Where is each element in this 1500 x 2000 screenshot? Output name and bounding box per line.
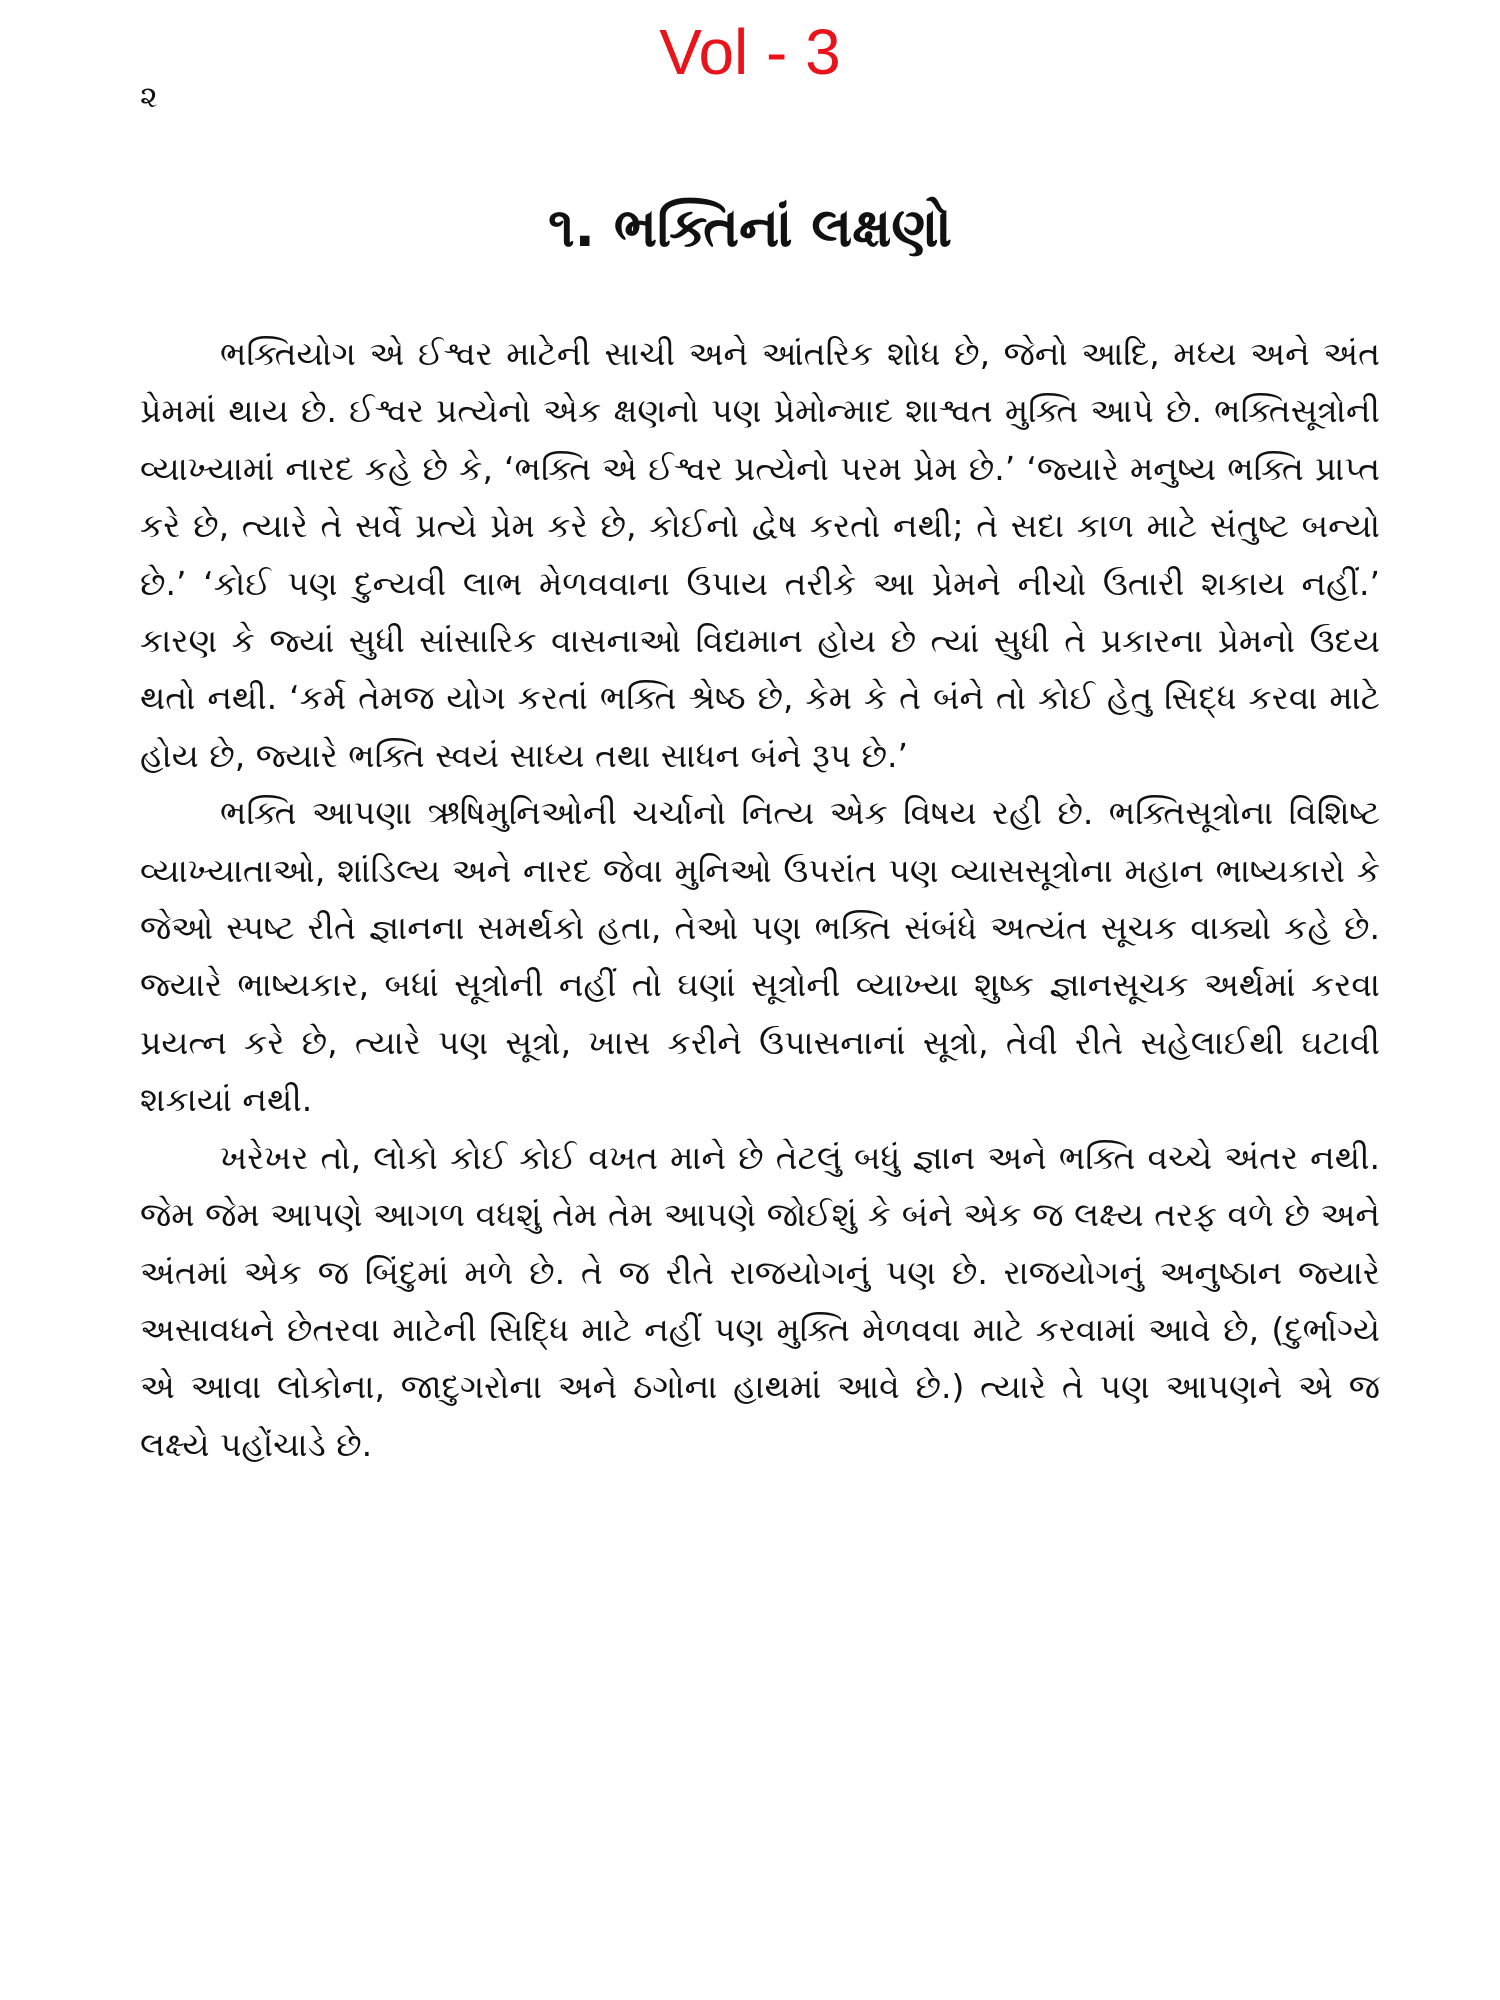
- body-text: [140, 325, 1380, 1473]
- page-number: ૨: [140, 80, 158, 115]
- paragraph-3: ખરેખર તો, લોકો કોઈ કોઈ વખત માને છે તેટલું બધું જ્ઞાન અને ભક્તિ વચ્ચે અંતર નથી. જેમ જેમ આપણે આગળ વધશું તેમ તેમ આપણે જોઈશું કે બંને એક જ લક્ષ્ય તરફ વળે છે અને અંતમાં એક જ બિંદુમાં મળે છે. તે જ રીતે રાજયોગનું પણ છે. રાજયોગનું અનુષ્ઠાન જ્યારે અસાવધને છેતરવા માટેની સિદ્ધિ માટે નહીં પણ મુક્તિ મેળવવા માટે કરવામાં આવે છે, (દુર્ભાગ્યે એ આવા લોકોના, જાદુગરોના અને ઠગોના હાથમાં આવે છે.) ત્યારે તે પણ આપણને એ જ લક્ષ્યે પહોંચાડે છે.: [140, 1137, 1380, 1464]
- paragraph-1: ભક્તિયોગ એ ઈશ્વર માટેની સાચી અને આંતરિક શોધ છે, જેનો આદિ, મધ્ય અને અંત પ્રેમમાં થાય છે. ઈશ્વર પ્રત્યેનો એક ક્ષણનો પણ પ્રેમોન્માદ શાશ્વત મુક્તિ આપે છે. ભક્તિસૂત્રોની વ્યાખ્યામાં નારદ કહે છે કે, ‘ભક્તિ એ ઈશ્વર પ્રત્યેનો પરમ પ્રેમ છે.’ ‘જ્યારે મનુષ્ય ભક્તિ પ્રાપ્ત કરે છે, ત્યારે તે સર્વે પ્રત્યે પ્રેમ કરે છે, કોઈનો દ્વેષ કરતો નથી; તે સદા કાળ માટે સંતુષ્ટ બન્યો છે.’ ‘કોઈ પણ દુન્યવી લાભ મેળવવાના ઉપાય તરીકે આ પ્રેમને નીચો ઉતારી શકાય નહીં.’ કારણ કે જ્યાં સુધી સાંસારિક વાસનાઓ વિદ્યમાન હોય છે ત્યાં સુધી તે પ્રકારના પ્રેમનો ઉદય થતો નથી. ‘કર્મ તેમજ યોગ કરતાં ભક્તિ શ્રેષ્ઠ છે, કેમ કે તે બંને તો કોઈ હેતુ સિદ્ધ કરવા માટે હોય છે, જ્યારે ભક્તિ સ્વયં સાધ્ય તથા સાધન બંને રૂપ છે.’: [140, 334, 1380, 775]
- paragraph-2: ભક્તિ આપણા ઋષિમુનિઓની ચર્ચાનો નિત્ય એક વિષય રહી છે. ભક્તિસૂત્રોના વિશિષ્ટ વ્યાખ્યાતાઓ, શાંડિલ્ય અને નારદ જેવા મુનિઓ ઉપરાંત પણ વ્યાસસૂત્રોના મહાન ભાષ્યકારો કે જેઓ સ્પષ્ટ રીતે જ્ઞાનના સમર્થકો હતા, તેઓ પણ ભક્તિ સંબંધે અત્યંત સૂચક વાક્યો કહે છે. જ્યારે ભાષ્યકાર, બધાં સૂત્રોની નહીં તો ઘણાં સૂત્રોની વ્યાખ્યા શુષ્ક જ્ઞાનસૂચક અર્થમાં કરવા પ્રયત્ન કરે છે, ત્યારે પણ સૂત્રો, ખાસ કરીને ઉપાસનાનાં સૂત્રો, તેવી રીતે સહેલાઈથી ઘટાવી શકાયાં નથી.: [140, 793, 1380, 1120]
- chapter-title: ૧. ભક્તિનાં લક્ષણો: [548, 196, 952, 259]
- volume-label: Vol - 3: [659, 16, 841, 88]
